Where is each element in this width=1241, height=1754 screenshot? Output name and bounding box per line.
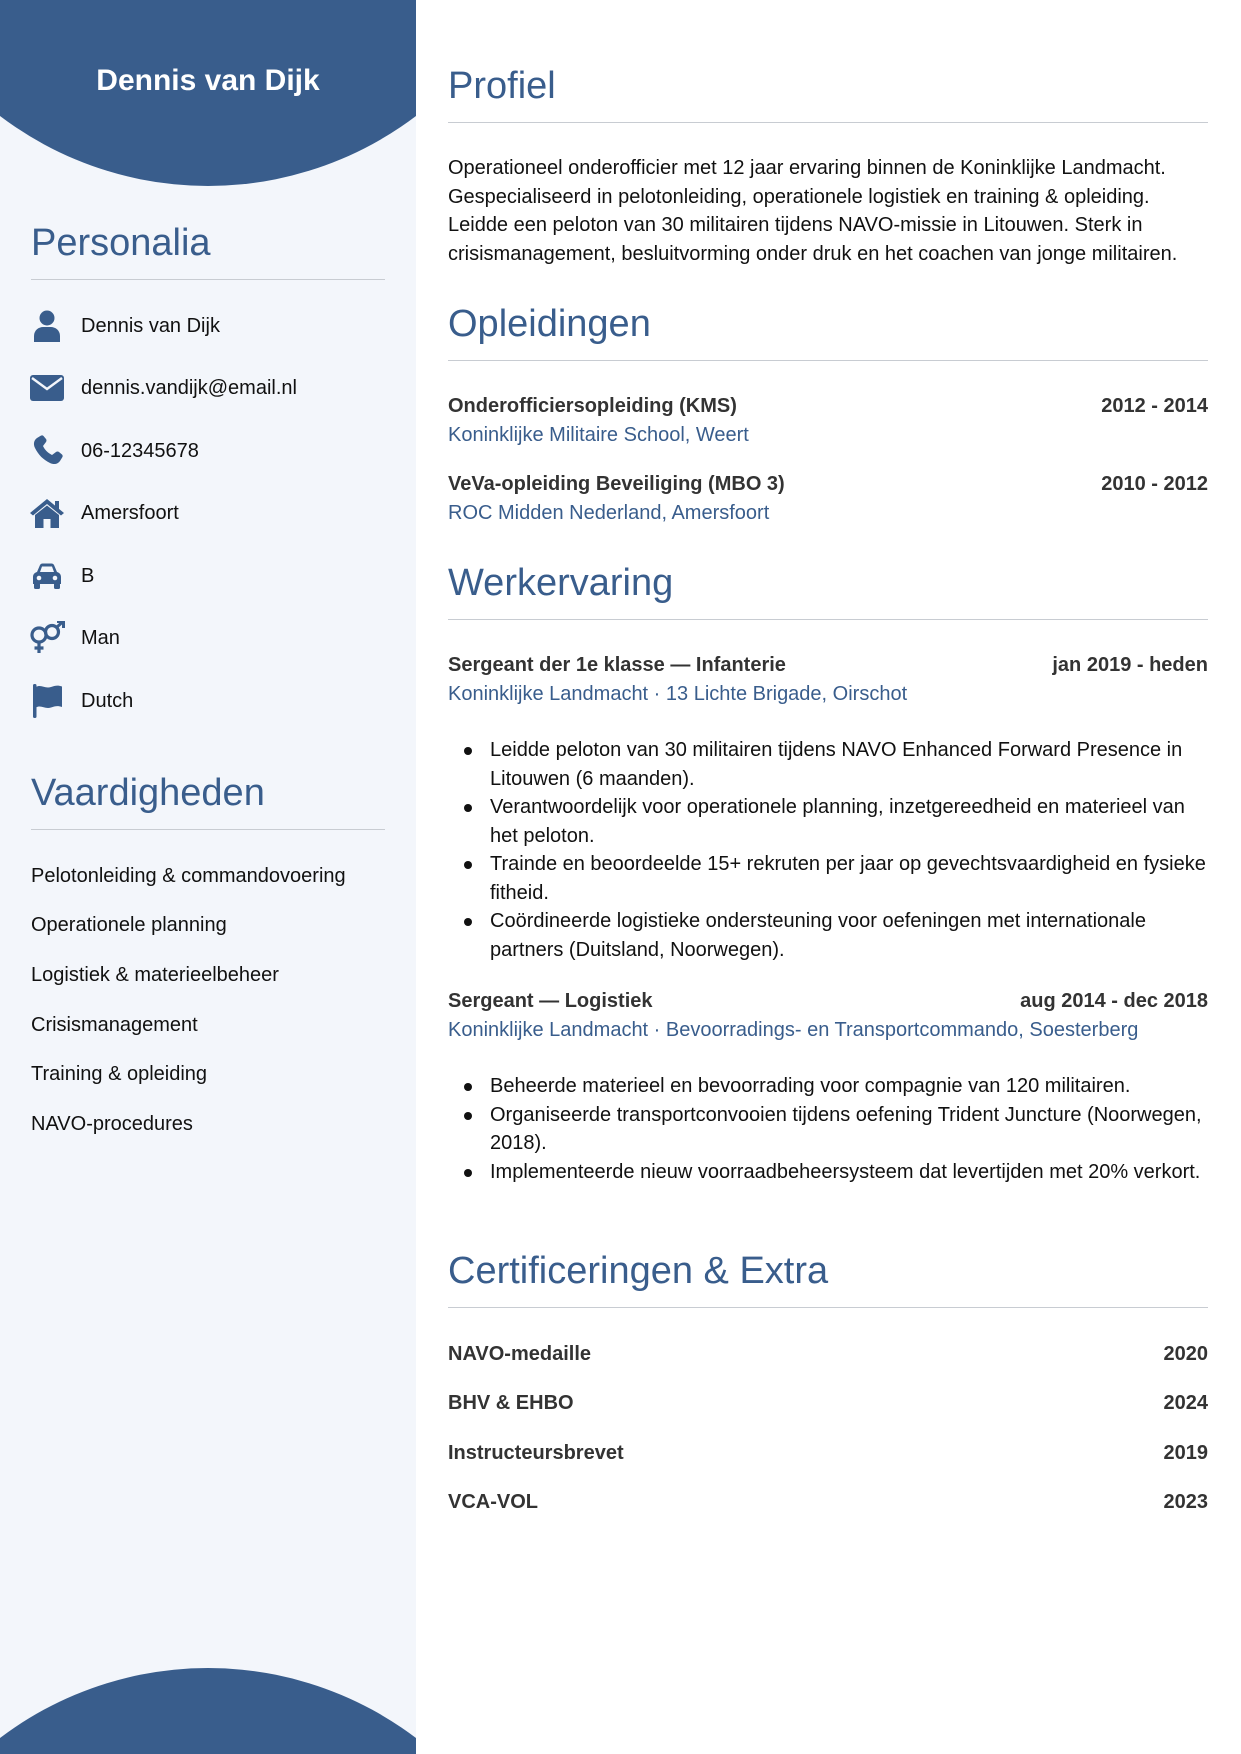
skill-item: Operationele planning xyxy=(31,914,227,936)
contact-name-row xyxy=(29,309,220,343)
contact-gender-row xyxy=(29,621,120,655)
skills-heading: Vaardigheden xyxy=(31,772,385,830)
job-date: jan 2019 - heden xyxy=(1052,654,1208,676)
contact-nationality: Dutch xyxy=(81,689,134,712)
car-icon xyxy=(29,559,65,593)
job-responsibilities xyxy=(448,736,1208,964)
phone-icon xyxy=(29,434,65,468)
experience-entry xyxy=(448,990,1208,1013)
education-date: 2010 - 2012 xyxy=(1101,473,1208,495)
education-entry xyxy=(448,395,1208,418)
certifications-heading: Certificeringen & Extra xyxy=(448,1250,1208,1308)
certification-title: Instructeursbrevet xyxy=(448,1442,624,1464)
contact-phone-row xyxy=(29,434,199,468)
certification-row xyxy=(448,1392,1208,1415)
education-date: 2012 - 2014 xyxy=(1101,395,1208,417)
experience-entry xyxy=(448,654,1208,677)
contact-city: Amersfoort xyxy=(81,501,179,524)
job-date: aug 2014 - dec 2018 xyxy=(1020,990,1208,1012)
envelope-icon xyxy=(29,371,65,405)
contact-city-row xyxy=(29,496,179,530)
skill-item: Crisismanagement xyxy=(31,1014,198,1036)
education-institution: Koninklijke Militaire School, Weert xyxy=(448,424,749,446)
skill-item: Training & opleiding xyxy=(31,1063,208,1085)
skill-item: Pelotonleiding & commandovoering xyxy=(31,865,346,887)
list-item: Beheerde materieel en bevoorrading voor compagnie van 120 militairen. xyxy=(448,1072,1208,1101)
list-item: Leidde peloton van 30 militairen tijdens NAVO Enhanced Forward Presence in Litouwen (6 maanden). xyxy=(448,736,1208,793)
profile-heading: Profiel xyxy=(448,65,1208,123)
certification-year: 2020 xyxy=(1163,1343,1208,1365)
list-item: Implementeerde nieuw voorraadbeheersysteem dat levertijden met 20% verkort. xyxy=(448,1158,1208,1187)
certification-year: 2024 xyxy=(1163,1392,1208,1414)
certification-row xyxy=(448,1343,1208,1366)
list-item: Coördineerde logistieke ondersteuning voor oefeningen met internationale partners (Duitsland, Noorwegen). xyxy=(448,907,1208,964)
user-icon xyxy=(29,309,65,343)
flag-icon xyxy=(29,684,65,718)
certification-row xyxy=(448,1491,1208,1514)
contact-phone[interactable]: 06-12345678 xyxy=(81,439,199,462)
contact-license-row xyxy=(29,559,94,593)
certification-title: VCA-VOL xyxy=(448,1491,538,1513)
certification-title: NAVO-medaille xyxy=(448,1343,591,1365)
gender-icon xyxy=(29,621,65,655)
experience-heading: Werkervaring xyxy=(448,562,1208,620)
education-heading: Opleidingen xyxy=(448,303,1208,361)
contact-name: Dennis van Dijk xyxy=(81,314,220,337)
skill-item: NAVO-procedures xyxy=(31,1113,193,1135)
list-item: Trainde en beoordeelde 15+ rekruten per jaar op gevechtsvaardigheid en fysieke fitheid. xyxy=(448,850,1208,907)
candidate-name: Dennis van Dijk xyxy=(96,64,320,97)
sidebar xyxy=(0,0,416,1754)
list-item: Organiseerde transportconvooien tijdens oefening Trident Juncture (Noorwegen, 2018). xyxy=(448,1101,1208,1158)
education-title: Onderofficiersopleiding (KMS) xyxy=(448,395,737,417)
job-title: Sergeant — Logistiek xyxy=(448,990,653,1012)
certification-title: BHV & EHBO xyxy=(448,1392,574,1414)
certification-year: 2019 xyxy=(1163,1442,1208,1464)
job-responsibilities xyxy=(448,1072,1208,1186)
home-icon xyxy=(29,496,65,530)
job-employer: Koninklijke Landmacht · Bevoorradings- en Transportcommando, Soesterberg xyxy=(448,1019,1139,1041)
personalia-heading: Personalia xyxy=(31,222,385,280)
contact-gender: Man xyxy=(81,626,120,649)
education-entry xyxy=(448,473,1208,496)
sidebar-bottom-arc xyxy=(0,1668,416,1754)
contact-email-row xyxy=(29,371,297,405)
contact-email[interactable]: dennis.vandijk@email.nl xyxy=(81,376,297,399)
certification-year: 2023 xyxy=(1163,1491,1208,1513)
contact-nationality-row xyxy=(29,684,133,718)
certification-row xyxy=(448,1442,1208,1465)
skill-item: Logistiek & materieelbeheer xyxy=(31,964,279,986)
profile-text: Operationeel onderofficier met 12 jaar ervaring binnen de Koninklijke Landmacht. Gespecialiseerd in pelotonleiding, operationele logistiek en training & opleiding. Leidde een peloton van 30 militairen tijdens NAVO-missie in Litouwen. Sterk in crisismanagement, besluitvorming onder druk en het coachen van jonge militairen. xyxy=(448,157,1178,265)
education-title: VeVa-opleiding Beveiliging (MBO 3) xyxy=(448,473,785,495)
education-institution: ROC Midden Nederland, Amersfoort xyxy=(448,502,770,524)
job-employer: Koninklijke Landmacht · 13 Lichte Brigade, Oirschot xyxy=(448,683,908,705)
list-item: Verantwoordelijk voor operationele planning, inzetgereedheid en materieel van het peloton. xyxy=(448,793,1208,850)
contact-license: B xyxy=(81,564,95,587)
job-title: Sergeant der 1e klasse — Infanterie xyxy=(448,654,786,676)
